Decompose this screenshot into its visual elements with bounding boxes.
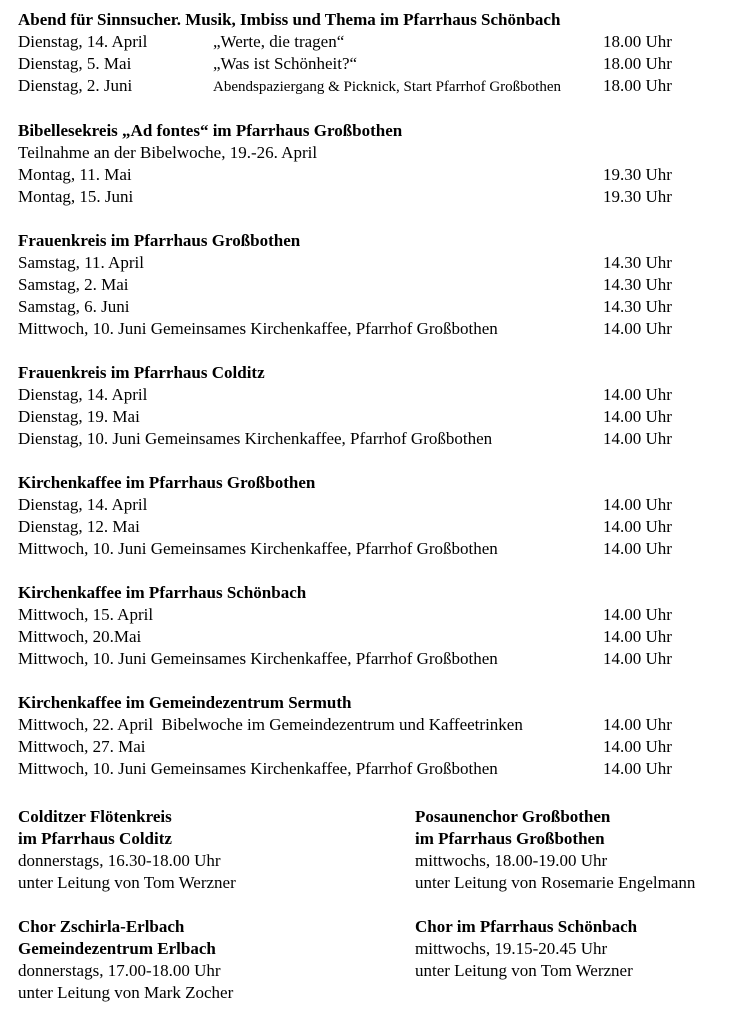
event-row	[18, 406, 688, 428]
event-time: 14.00 Uhr	[603, 385, 672, 404]
event-row	[18, 186, 688, 208]
ensemble-detail-line: unter Leitung von Rosemarie Engelmann	[415, 873, 696, 892]
ensemble-detail-line: unter Leitung von Mark Zocher	[18, 983, 234, 1002]
event-row	[18, 648, 688, 670]
ensemble-detail-line: donnerstags, 16.30-18.00 Uhr	[18, 851, 221, 870]
event-row	[18, 252, 688, 274]
event-date: Mittwoch, 10. Juni Gemeinsames Kirchenkaffee, Pfarrhof Großbothen	[18, 759, 498, 778]
event-time: 14.00 Uhr	[603, 737, 672, 756]
event-time: 14.00 Uhr	[603, 319, 672, 338]
event-time: 19.30 Uhr	[603, 165, 672, 184]
event-time: 14.00 Uhr	[603, 605, 672, 624]
event-row	[18, 714, 688, 736]
event-row	[18, 142, 688, 164]
event-row	[18, 53, 688, 75]
event-description: „Was ist Schönheit?“	[213, 54, 358, 73]
event-date: Dienstag, 5. Mai	[18, 54, 132, 73]
event-date: Mittwoch, 20.Mai	[18, 627, 142, 646]
ensemble-title-line: Chor Zschirla-Erlbach	[18, 917, 185, 936]
event-row	[18, 538, 688, 560]
ensemble-detail-line: unter Leitung von Tom Werzner	[415, 961, 633, 980]
event-section	[18, 9, 749, 98]
event-time: 14.00 Uhr	[603, 429, 672, 448]
ensemble-title-line: im Pfarrhaus Großbothen	[415, 829, 605, 848]
ensemble-detail-line: donnerstags, 17.00-18.00 Uhr	[18, 961, 221, 980]
section-title: Kirchenkaffee im Gemeindezentrum Sermuth	[18, 693, 352, 712]
event-date: Dienstag, 14. April	[18, 32, 148, 51]
event-time: 14.00 Uhr	[603, 407, 672, 426]
event-row	[18, 494, 688, 516]
section-title: Bibellesekreis „Ad fontes“ im Pfarrhaus Großbothen	[18, 121, 403, 140]
event-date: Montag, 15. Juni	[18, 187, 134, 206]
event-section	[18, 472, 749, 560]
ensemble-title-line: Colditzer Flötenkreis	[18, 807, 172, 826]
event-date: Mittwoch, 27. Mai	[18, 737, 146, 756]
section-title: Kirchenkaffee im Pfarrhaus Schönbach	[18, 583, 307, 602]
event-date: Mittwoch, 22. April Bibelwoche im Gemeindezentrum und Kaffeetrinken	[18, 715, 523, 734]
event-date: Dienstag, 2. Juni	[18, 76, 133, 95]
event-date: Mittwoch, 15. April	[18, 605, 154, 624]
ensemble-detail-line: mittwochs, 18.00-19.00 Uhr	[415, 851, 608, 870]
event-row	[18, 758, 688, 780]
section-title: Frauenkreis im Pfarrhaus Colditz	[18, 363, 265, 382]
ensemble-column	[415, 806, 749, 1026]
event-time: 18.00 Uhr	[603, 54, 672, 73]
event-date: Dienstag, 14. April	[18, 495, 148, 514]
event-date: Samstag, 11. April	[18, 253, 144, 272]
event-time: 18.00 Uhr	[603, 76, 672, 95]
ensemble-detail-line: mittwochs, 19.15-20.45 Uhr	[415, 939, 608, 958]
event-time: 14.00 Uhr	[603, 627, 672, 646]
event-row	[18, 31, 688, 53]
event-time: 14.30 Uhr	[603, 253, 672, 272]
event-time: 19.30 Uhr	[603, 187, 672, 206]
event-time: 14.00 Uhr	[603, 649, 672, 668]
ensemble-title-line: Posaunenchor Großbothen	[415, 807, 611, 826]
event-description: „Werte, die tragen“	[213, 32, 345, 51]
event-row	[18, 428, 688, 450]
event-row	[18, 318, 688, 340]
event-section	[18, 230, 749, 340]
event-row	[18, 296, 688, 318]
section-title: Kirchenkaffee im Pfarrhaus Großbothen	[18, 473, 316, 492]
ensemble-column	[18, 806, 415, 1026]
ensemble-title-line: im Pfarrhaus Colditz	[18, 829, 172, 848]
event-time: 14.30 Uhr	[603, 297, 672, 316]
event-date: Dienstag, 12. Mai	[18, 517, 140, 536]
event-row	[18, 164, 688, 186]
event-row	[18, 736, 688, 758]
event-date: Mittwoch, 10. Juni Gemeinsames Kirchenkaffee, Pfarrhof Großbothen	[18, 649, 498, 668]
ensemble-detail-line: unter Leitung von Tom Werzner	[18, 873, 236, 892]
event-date: Dienstag, 10. Juni Gemeinsames Kirchenkaffee, Pfarrhof Großbothen	[18, 429, 493, 448]
ensemble-block	[415, 806, 749, 894]
ensemble-title-line: Chor im Pfarrhaus Schönbach	[415, 917, 638, 936]
event-time: 14.00 Uhr	[603, 539, 672, 558]
event-time: 14.00 Uhr	[603, 715, 672, 734]
event-description: Abendspaziergang & Picknick, Start Pfarrhof Großbothen	[213, 79, 561, 95]
event-row	[18, 626, 688, 648]
event-section	[18, 582, 749, 670]
ensemble-block	[18, 806, 415, 894]
event-time: 18.00 Uhr	[603, 32, 672, 51]
event-time: 14.00 Uhr	[603, 517, 672, 536]
event-date: Dienstag, 14. April	[18, 385, 148, 404]
event-date: Montag, 11. Mai	[18, 165, 132, 184]
event-row	[18, 604, 688, 626]
section-title: Frauenkreis im Pfarrhaus Großbothen	[18, 231, 301, 250]
event-row	[18, 75, 688, 98]
event-date: Dienstag, 19. Mai	[18, 407, 140, 426]
ensemble-block	[18, 916, 415, 1004]
event-date: Samstag, 2. Mai	[18, 275, 129, 294]
ensemble-title-line: Gemeindezentrum Erlbach	[18, 939, 216, 958]
event-time: 14.00 Uhr	[603, 759, 672, 778]
event-section	[18, 692, 749, 780]
event-date: Mittwoch, 10. Juni Gemeinsames Kirchenkaffee, Pfarrhof Großbothen	[18, 319, 498, 338]
event-row	[18, 516, 688, 538]
event-time: 14.00 Uhr	[603, 495, 672, 514]
event-row	[18, 384, 688, 406]
event-sections	[18, 9, 749, 780]
event-time: 14.30 Uhr	[603, 275, 672, 294]
event-date: Samstag, 6. Juni	[18, 297, 130, 316]
ensemble-block	[415, 916, 749, 982]
event-row	[18, 274, 688, 296]
event-section	[18, 362, 749, 450]
event-date: Teilnahme an der Bibelwoche, 19.-26. April	[18, 143, 318, 162]
section-title: Abend für Sinnsucher. Musik, Imbiss und Thema im Pfarrhaus Schönbach	[18, 10, 561, 29]
event-section	[18, 120, 749, 208]
event-date: Mittwoch, 10. Juni Gemeinsames Kirchenkaffee, Pfarrhof Großbothen	[18, 539, 498, 558]
ensemble-groups	[18, 806, 749, 1026]
